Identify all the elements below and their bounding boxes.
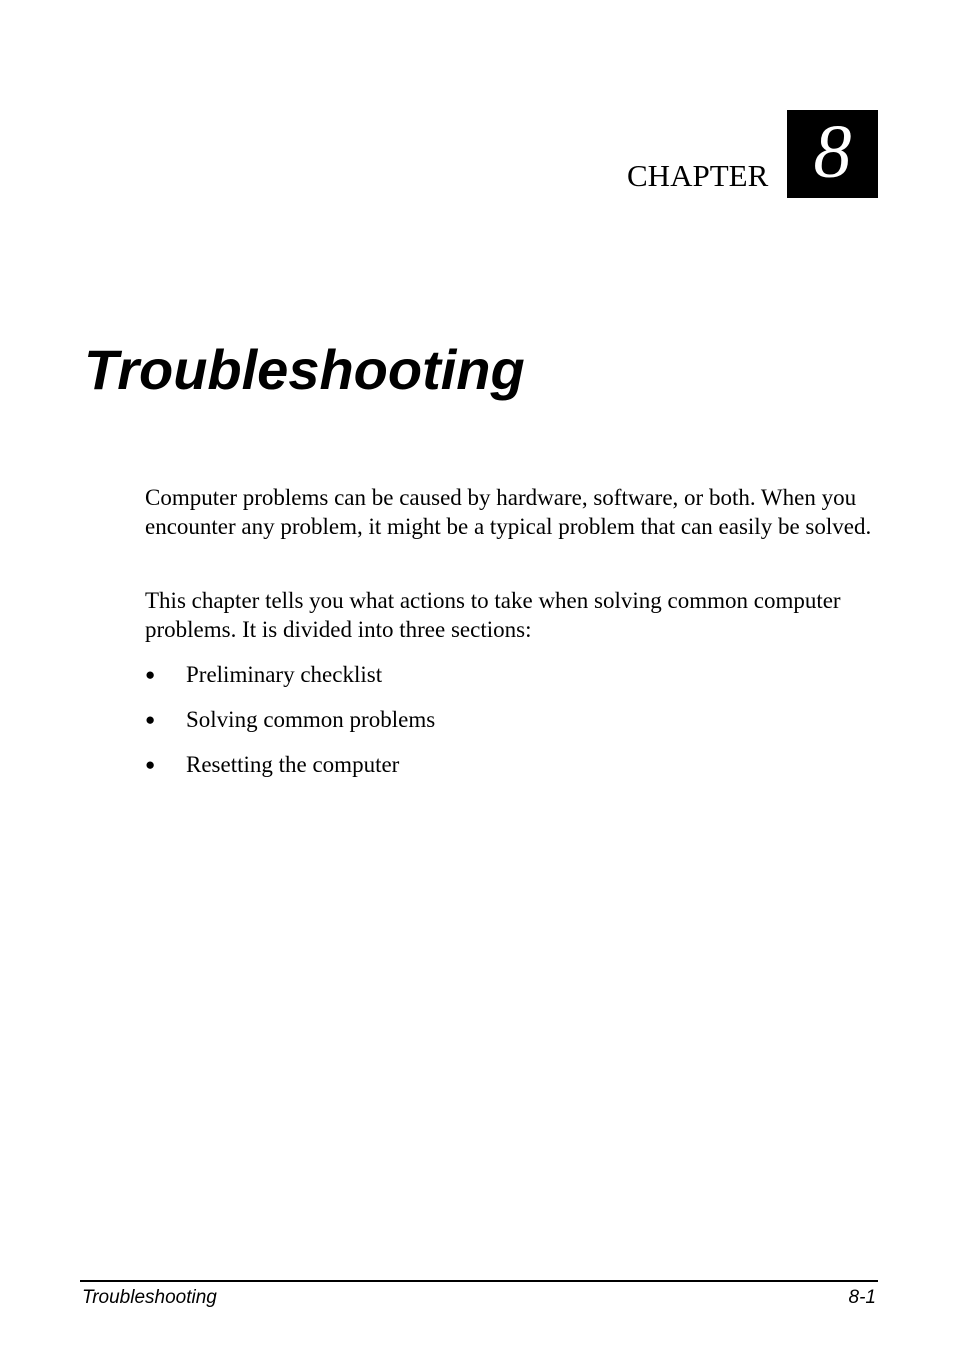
chapter-label: CHAPTER <box>627 158 769 193</box>
list-item-text: Solving common problems <box>186 707 436 732</box>
bullet-icon: ● <box>145 755 156 774</box>
sections-intro-paragraph: This chapter tells you what actions to take when solving common computer problems. It is divided into three sections: <box>145 588 841 642</box>
footer-section-title: Troubleshooting <box>82 1287 217 1308</box>
bullet-icon: ● <box>145 710 156 729</box>
intro-paragraph: Computer problems can be caused by hardware, software, or both. When you encounter any problem, it might be a typical problem that can easily be solved. <box>145 485 872 539</box>
page-title: Troubleshooting <box>84 338 525 401</box>
footer-divider <box>80 1280 878 1282</box>
list-item-text: Preliminary checklist <box>186 662 383 687</box>
chapter-number-box: 8 <box>787 110 878 198</box>
bullet-icon: ● <box>145 665 156 684</box>
footer-page-number: 8-1 <box>848 1287 876 1308</box>
list-item-text: Resetting the computer <box>186 752 400 777</box>
